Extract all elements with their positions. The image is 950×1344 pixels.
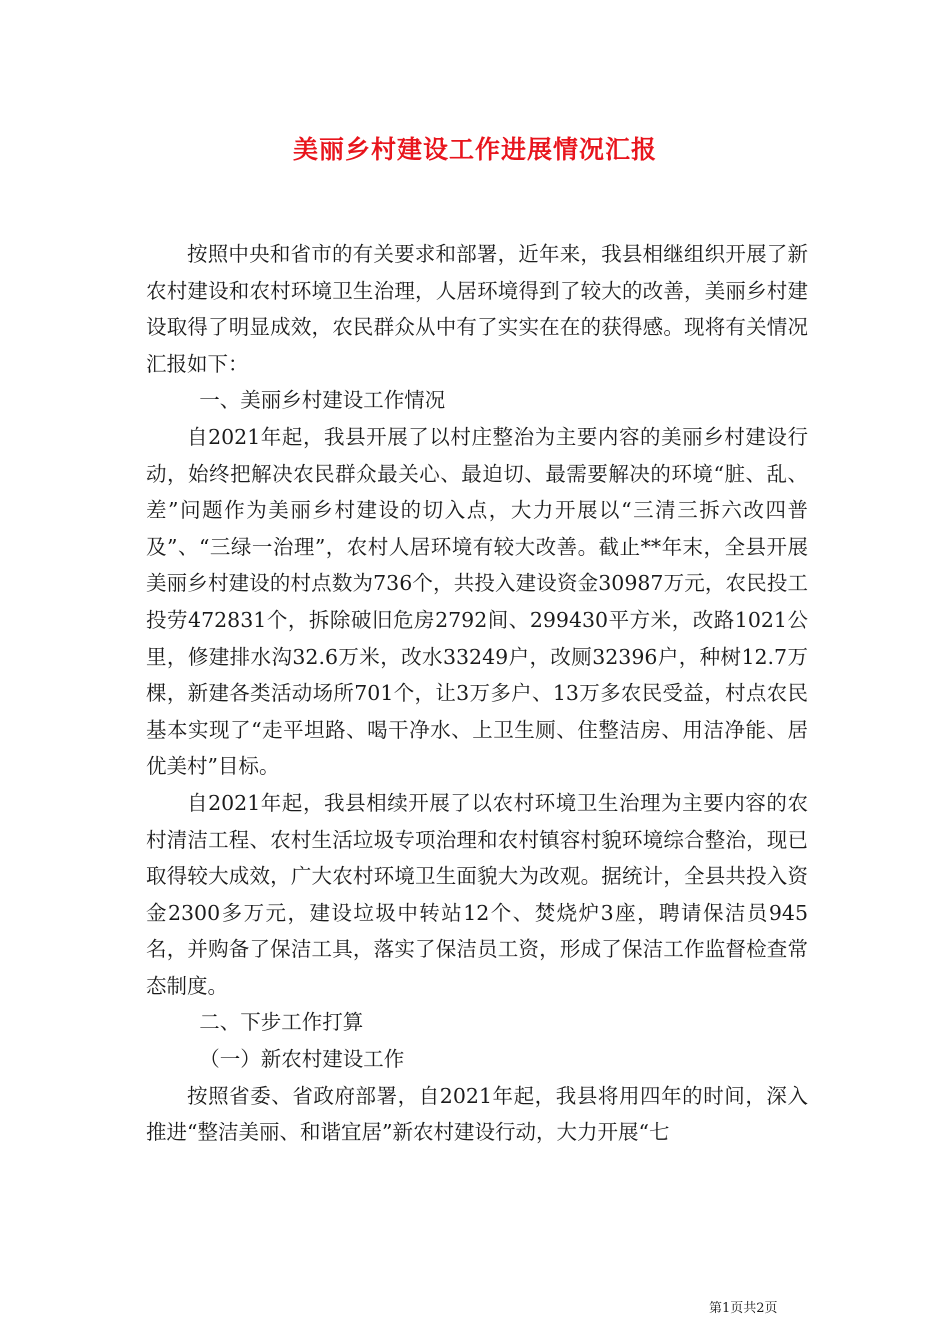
paragraph-village-construction: 自2021年起，我县开展了以村庄整治为主要内容的美丽乡村建设行动，始终把解决农民群众最关心、最迫切、最需要解决的环境“脏、乱、差”问题作为美丽乡村建设的切入点，大力开展以“三清三拆六改四普及”、“三绿一治理”，农村人居环境有较大改善。截止**年末，全县开展美丽乡村建设的村点数为736个，共投入建设资金30987万元，农民投工投劳472831个，拆除破旧危房2792间、299430平方米，改路1021公里，修建排水沟32.6万米，改水33249户，改厕32396户，种树12.7万棵，新建各类活动场所701个，让3万多户、13万多农民受益，村点农民基本实现了“走平坦路、喝干净水、上卫生厕、住整洁房、用洁净能、居优美村”目标。	[146, 424, 808, 779]
paragraph-intro: 按照中央和省市的有关要求和部署，近年来，我县相继组织开展了新农村建设和农村环境卫生治理，人居环境得到了较大的改善，美丽乡村建设取得了明显成效，农民群众从中有了实实在在的获得感。现将有关情况汇报如下：	[146, 242, 808, 376]
document-title: 美丽乡村建设工作进展情况汇报	[292, 135, 657, 164]
section-heading-1: 一、美丽乡村建设工作情况	[199, 388, 446, 413]
paragraph-sanitation: 自2021年起，我县相续开展了以农村环境卫生治理为主要内容的农村清洁工程、农村生活垃圾专项治理和农村镇容村貌环境综合整治，现已取得较大成效，广大农村环境卫生面貌大为改观。据统计，全县共投入资金2300多万元，建设垃圾中转站12个、焚烧炉3座，聘请保洁员945名，并购备了保洁工具，落实了保洁员工资，形成了保洁工作监督检查常态制度。	[146, 790, 808, 998]
document-body	[146, 236, 808, 1151]
paragraph-plan: 按照省委、省政府部署，自2021年起，我县将用四年的时间，深入推进“整洁美丽、和谐宜居”新农村建设行动，大力开展“七	[146, 1083, 808, 1145]
page-indicator: 第1页共2页	[709, 1301, 778, 1316]
section-heading-2: 二、下步工作打算	[199, 1010, 364, 1035]
subsection-heading-1: （一）新农村建设工作	[199, 1047, 405, 1072]
